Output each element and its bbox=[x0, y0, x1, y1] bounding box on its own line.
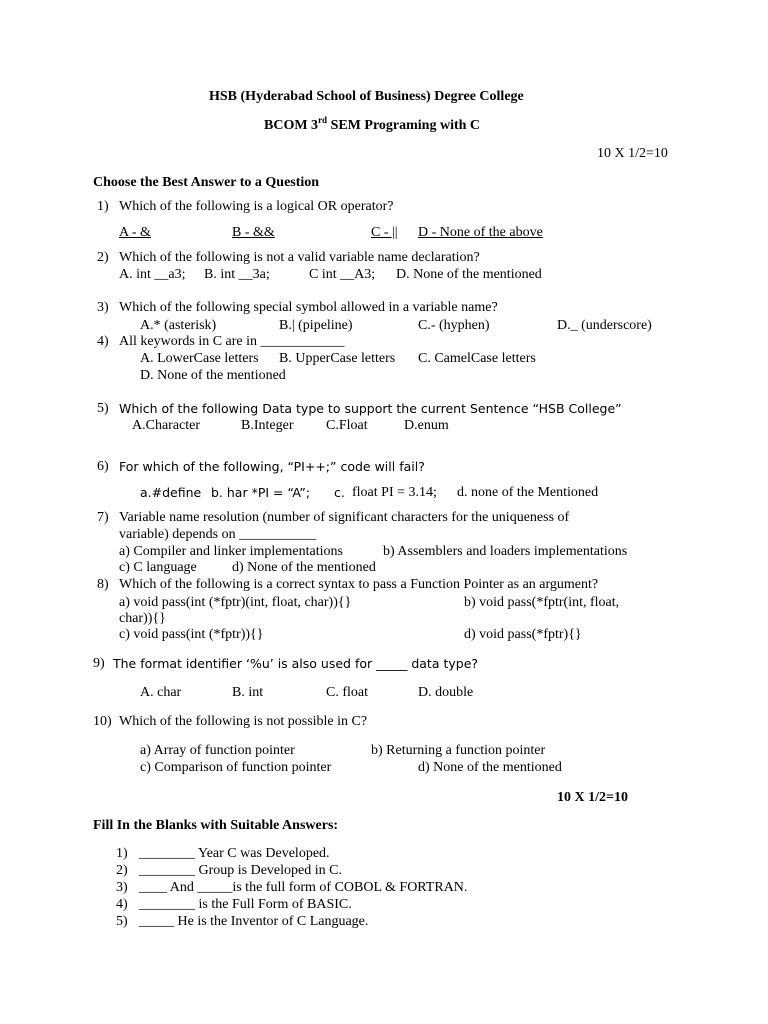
question-text: All keywords in C are in ____________ bbox=[119, 334, 345, 349]
option-b: b) void pass(*fptr(int, float, bbox=[464, 595, 620, 610]
option-a: A.Character bbox=[132, 418, 201, 433]
list-item: ____ And _____is the full form of COBOL & FORTRAN. bbox=[139, 880, 468, 895]
option-c: C. float bbox=[326, 685, 368, 700]
question-text: Which of the following Data type to support the current Sentence “HSB College” bbox=[119, 401, 622, 416]
option-a: A.* (asterisk) bbox=[140, 318, 217, 333]
option-a: a) void pass(int (*fptr)(int, float, char)){} bbox=[119, 595, 352, 610]
option-d: d) void pass(*fptr){} bbox=[464, 627, 582, 642]
option-d: D. double bbox=[418, 685, 474, 700]
college-title: HSB (Hyderabad School of Business) Degree College bbox=[209, 89, 524, 104]
marks-label: 10 X 1/2=10 bbox=[557, 790, 628, 805]
option-c: c) void pass(int (*fptr)){} bbox=[119, 627, 264, 642]
option-d: D.enum bbox=[404, 418, 449, 433]
question-number: 6) bbox=[97, 459, 109, 474]
course-title: BCOM 3rd SEM Programing with C bbox=[264, 115, 481, 133]
list-item: ________ Year C was Developed. bbox=[139, 846, 330, 861]
question-number: 3) bbox=[97, 300, 109, 315]
option-d: d) None of the mentioned bbox=[232, 560, 376, 575]
option-d: D._ (underscore) bbox=[557, 318, 652, 333]
option-c: c) Comparison of function pointer bbox=[140, 760, 332, 775]
list-item: _____ He is the Inventor of C Language. bbox=[139, 914, 369, 929]
question-number: 8) bbox=[97, 577, 109, 592]
question-number: 9) bbox=[93, 656, 105, 671]
option-c: C. CamelCase letters bbox=[418, 351, 536, 366]
question-text: The format identifier ‘%u’ is also used for _____ data type? bbox=[113, 656, 479, 671]
marks-label: 10 X 1/2=10 bbox=[597, 146, 668, 161]
list-item-number: 5) bbox=[116, 914, 128, 929]
option-d: d. none of the Mentioned bbox=[457, 485, 599, 500]
option-d: D - None of the above bbox=[418, 225, 543, 240]
option-d: D. None of the mentioned bbox=[140, 368, 286, 383]
list-item: ________ Group is Developed in C. bbox=[139, 863, 342, 878]
question-text: Which of the following is not a valid variable name declaration? bbox=[119, 250, 480, 265]
option-c: C int __A3; bbox=[309, 267, 376, 282]
question-text: Which of the following is a logical OR operator? bbox=[119, 199, 394, 214]
option-c: float PI = 3.14; bbox=[352, 485, 437, 500]
question-number: 5) bbox=[97, 401, 109, 416]
option-a: A. int __a3; bbox=[119, 267, 186, 282]
question-text: Which of the following is a correct syntax to pass a Function Pointer as an argument? bbox=[119, 577, 599, 592]
question-number: 2) bbox=[97, 250, 109, 265]
question-number: 4) bbox=[97, 334, 109, 349]
option-b: B. int bbox=[232, 685, 264, 700]
question-text: Which of the following special symbol allowed in a variable name? bbox=[119, 300, 498, 315]
option-b: B. int __3a; bbox=[204, 267, 270, 282]
option-c: c) C language bbox=[119, 560, 197, 575]
list-item: ________ is the Full Form of BASIC. bbox=[139, 897, 352, 912]
question-number: 10) bbox=[93, 714, 112, 729]
question-text-continued: variable) depends on ___________ bbox=[119, 527, 317, 542]
option-b-continued: char)){} bbox=[119, 611, 166, 626]
option-a: a) Compiler and linker implementations bbox=[119, 544, 343, 559]
question-text: For which of the following, “PI++;” code will fail? bbox=[119, 459, 425, 474]
question-text: Which of the following is not possible in C? bbox=[119, 714, 368, 729]
option-c: C.Float bbox=[326, 418, 368, 433]
option-a: a) Array of function pointer bbox=[140, 743, 295, 758]
option-b: b) Returning a function pointer bbox=[371, 743, 546, 758]
list-item-number: 1) bbox=[116, 846, 128, 861]
section-title: Fill In the Blanks with Suitable Answers: bbox=[93, 818, 339, 833]
option-b: b) Assemblers and loaders implementations bbox=[383, 544, 628, 559]
option-d: d) None of the mentioned bbox=[418, 760, 562, 775]
option-c-label: c. bbox=[334, 485, 345, 500]
option-b: B.Integer bbox=[241, 418, 294, 433]
option-b: B - && bbox=[232, 225, 275, 240]
option-a: a.#define bbox=[140, 485, 202, 500]
list-item-number: 2) bbox=[116, 863, 128, 878]
option-b: B. UpperCase letters bbox=[279, 351, 396, 366]
option-c: C.- (hyphen) bbox=[418, 318, 490, 333]
option-a: A. char bbox=[140, 685, 182, 700]
option-a: A. LowerCase letters bbox=[140, 351, 259, 366]
option-b: B.| (pipeline) bbox=[279, 318, 353, 333]
list-item-number: 4) bbox=[116, 897, 128, 912]
option-d: D. None of the mentioned bbox=[396, 267, 542, 282]
question-number: 7) bbox=[97, 510, 109, 525]
list-item-number: 3) bbox=[116, 880, 128, 895]
question-number: 1) bbox=[97, 199, 109, 214]
question-text: Variable name resolution (number of significant characters for the uniqueness of bbox=[119, 510, 570, 525]
section-title: Choose the Best Answer to a Question bbox=[93, 175, 320, 190]
option-c: C - || bbox=[371, 225, 398, 240]
option-a: A - & bbox=[119, 225, 151, 240]
option-b: b. har *PI = “A”; bbox=[211, 485, 311, 500]
